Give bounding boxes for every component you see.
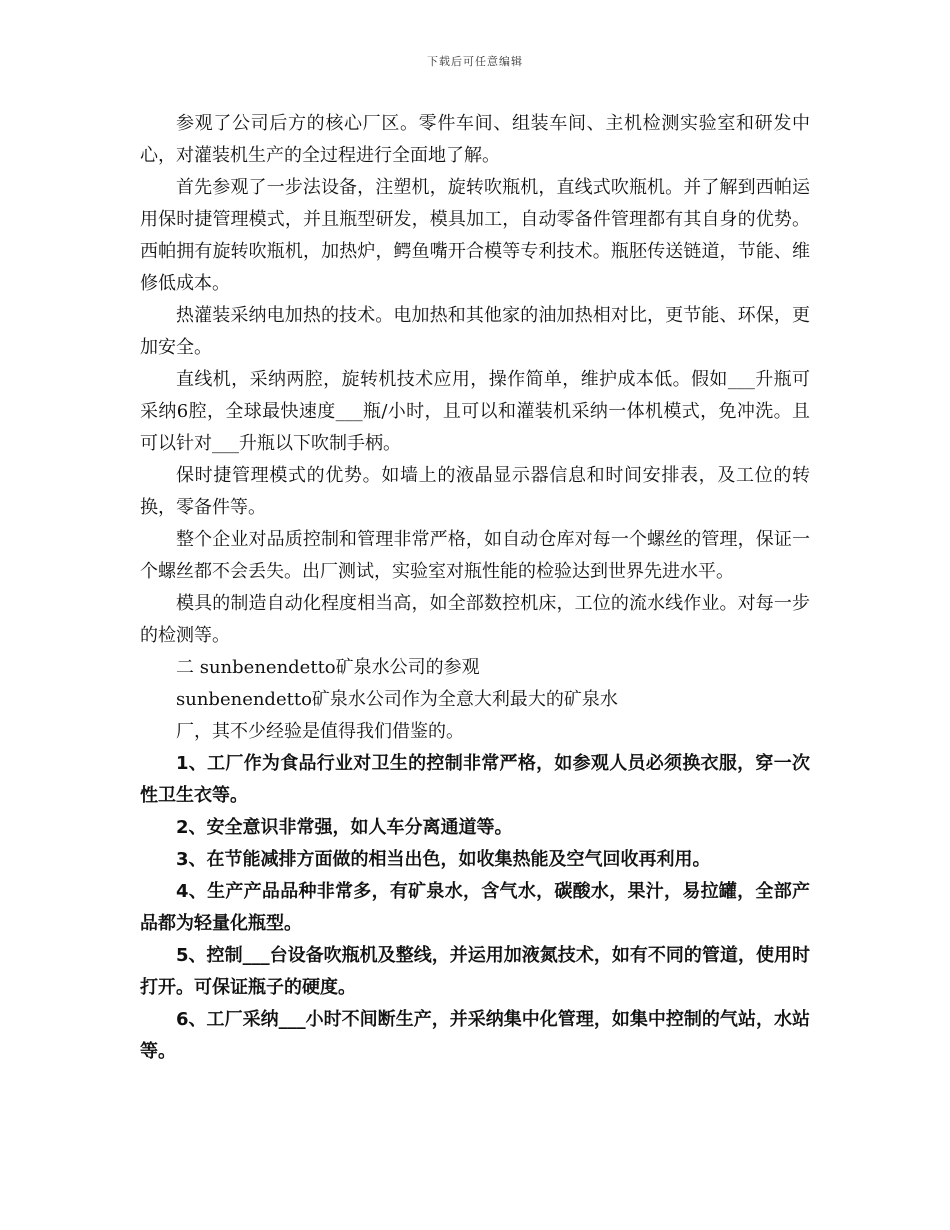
list-item: 3、在节能减排方面做的相当出色，如收集热能及空气回收再利用。 [176,849,711,870]
list-item: 4、生产产品品种非常多，有矿泉水，含气水，碳酸水，果汁，易拉罐，全部产品都为轻量化瓶型。 [140,881,810,934]
list-item: 1、工厂作为食品行业对卫生的控制非常严格，如参观人员必须换衣服，穿一次性卫生衣等。 [140,753,810,806]
paragraph: 保时捷管理模式的优势。如墙上的液晶显示器信息和时间安排表，及工位的转换，零备件等。 [140,465,810,518]
intro-line: sunbenendetto矿泉水公司作为全意大利最大的矿泉水 [176,689,618,710]
paragraph: 首先参观了一步法设备，注塑机，旋转吹瓶机，直线式吹瓶机。并了解到西帕运用保时捷管理模式，并且瓶型研发，模具加工，自动零备件管理都有其自身的优势。西帕拥有旋转吹瓶机，加热炉，鳄鱼嘴开合模等专利技术。瓶胚传送链道，节能、维修低成本。 [140,177,810,294]
intro-line: 厂，其不少经验是值得我们借鉴的。 [176,721,464,742]
list-item: 6、工厂采纳___小时不间断生产，并采纳集中化管理，如集中控制的气站，水站等。 [140,1009,810,1062]
paragraph: 热灌装采纳电加热的技术。电加热和其他家的油加热相对比，更节能、环保，更加安全。 [140,305,810,358]
list-item: 2、安全意识非常强，如人车分离通道等。 [176,817,513,838]
paragraph: 参观了公司后方的核心厂区。零件车间、组装车间、主机检测实验室和研发中心，对灌装机生产的全过程进行全面地了解。 [140,113,810,166]
document-body [140,108,810,1068]
section-title: 二 sunbenendetto矿泉水公司的参观 [176,657,480,678]
page-header: 下载后可任意编辑 [427,55,523,68]
list-item: 5、控制___台设备吹瓶机及整线，并运用加液氮技术，如有不同的管道，使用时打开。可保证瓶子的硬度。 [140,945,810,998]
paragraph: 直线机，采纳两腔，旋转机技术应用，操作简单，维护成本低。假如___升瓶可采纳6腔，全球最快速度___瓶/小时，且可以和灌装机采纳一体机模式，免冲洗。且可以针对___升瓶以下吹制手柄。 [140,369,810,454]
paragraph: 整个企业对品质控制和管理非常严格，如自动仓库对每一个螺丝的管理，保证一个螺丝都不会丢失。出厂测试，实验室对瓶性能的检验达到世界先进水平。 [140,529,810,582]
paragraph: 模具的制造自动化程度相当高，如全部数控机床，工位的流水线作业。对每一步的检测等。 [140,593,810,646]
